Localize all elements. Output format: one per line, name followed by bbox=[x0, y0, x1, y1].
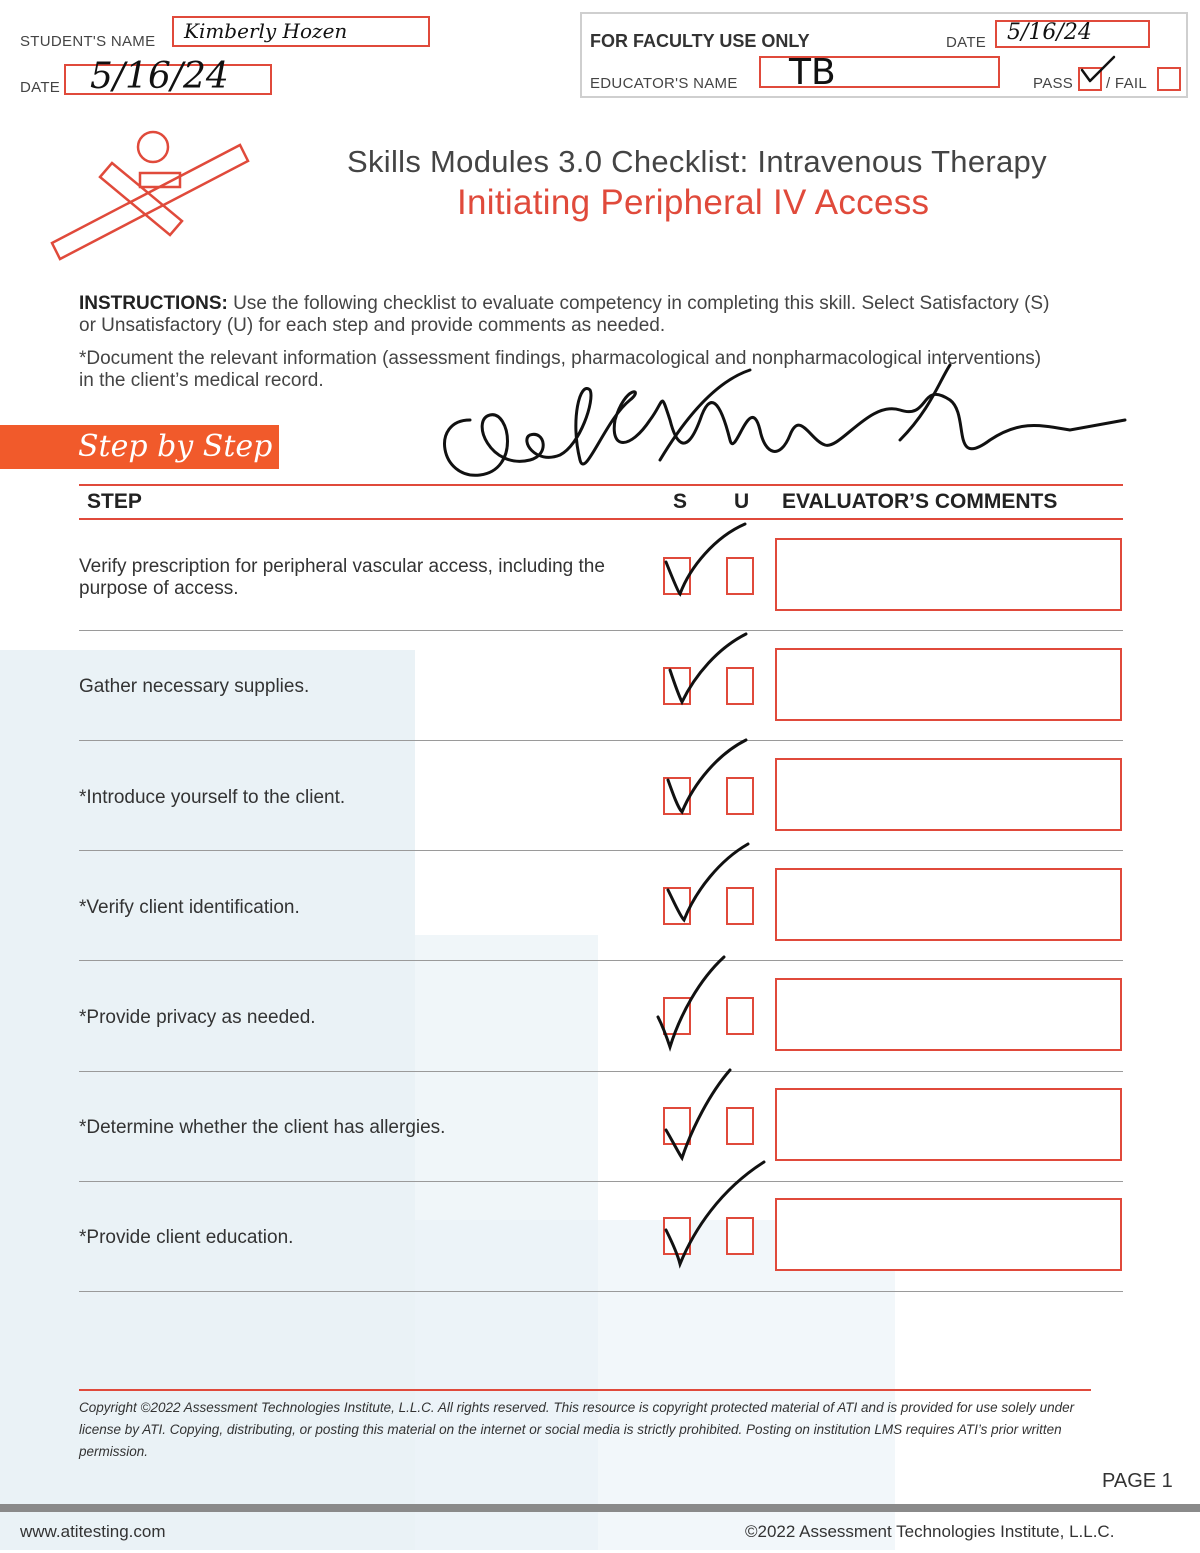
pass-label: PASS bbox=[1033, 75, 1074, 92]
unsatisfactory-checkbox[interactable] bbox=[726, 557, 754, 595]
copyright-notice: Copyright ©2022 Assessment Technologies Institute, L.L.C. All rights reserved. This resource is copyright protected material of ATI and is provided for use solely under license by ATI. Copying, distributing, or posting this material on the internet or social media is strictly prohibited. Posting on institution LMS requires ATI’s prior written permission. bbox=[79, 1400, 1075, 1459]
comment-box[interactable] bbox=[775, 978, 1122, 1051]
unsatisfactory-checkbox[interactable] bbox=[726, 997, 754, 1035]
comment-box[interactable] bbox=[775, 538, 1122, 611]
student-name-value: Kimberly Hozen bbox=[184, 19, 348, 43]
student-date-field[interactable] bbox=[64, 56, 272, 97]
faculty-date-label: DATE bbox=[946, 34, 987, 51]
step-text: Gather necessary supplies. bbox=[79, 676, 310, 697]
educator-name-field[interactable] bbox=[759, 52, 1000, 93]
step-text: *Provide client education. bbox=[79, 1227, 294, 1248]
faculty-date-field[interactable] bbox=[995, 20, 1150, 48]
instructions-note: *Document the relevant information (assessment findings, pharmacological and nonpharmacological interventions) in the client’s medical record. bbox=[79, 348, 1042, 391]
page-subtitle: Initiating Peripheral IV Access bbox=[457, 183, 930, 222]
row-divider bbox=[79, 740, 1123, 741]
instructions-label: INSTRUCTIONS: bbox=[79, 293, 228, 314]
footer-company: ©2022 Assessment Technologies Institute, L.L.C. bbox=[745, 1522, 1115, 1541]
comment-box[interactable] bbox=[775, 1198, 1122, 1271]
col-s-header: S bbox=[673, 490, 688, 513]
pass-checkbox[interactable] bbox=[1078, 67, 1102, 91]
table-header-bottom-rule bbox=[79, 518, 1123, 520]
row-divider bbox=[79, 850, 1123, 851]
fail-checkbox[interactable] bbox=[1157, 67, 1181, 91]
ati-logo-icon bbox=[50, 125, 250, 265]
col-step-header: STEP bbox=[87, 490, 142, 513]
faculty-title: FOR FACULTY USE ONLY bbox=[590, 31, 810, 51]
row-divider bbox=[79, 1181, 1123, 1182]
row-divider bbox=[79, 1291, 1123, 1292]
copyright-rule bbox=[79, 1389, 1091, 1391]
comment-box[interactable] bbox=[775, 648, 1122, 721]
unsatisfactory-checkbox[interactable] bbox=[726, 1217, 754, 1255]
table-header-top-rule bbox=[79, 484, 1123, 486]
unsatisfactory-checkbox[interactable] bbox=[726, 777, 754, 815]
row-divider bbox=[79, 1071, 1123, 1072]
page-title: Skills Modules 3.0 Checklist: Intravenous Therapy bbox=[347, 144, 1047, 179]
student-name-label: STUDENT'S NAME bbox=[20, 33, 156, 50]
fail-label: / FAIL bbox=[1106, 75, 1147, 92]
step-text: *Determine whether the client has allergies. bbox=[79, 1117, 446, 1138]
background-panel bbox=[0, 1220, 895, 1550]
page-number: PAGE 1 bbox=[1102, 1470, 1173, 1492]
unsatisfactory-checkbox[interactable] bbox=[726, 887, 754, 925]
section-banner bbox=[0, 425, 279, 469]
row-divider bbox=[79, 960, 1123, 961]
step-text: *Verify client identification. bbox=[79, 897, 300, 918]
instructions bbox=[79, 293, 1059, 337]
comment-box[interactable] bbox=[775, 1088, 1122, 1161]
section-banner-label: Step by Step bbox=[78, 429, 273, 464]
faculty-date-value: 5/16/24 bbox=[1007, 20, 1092, 45]
unsatisfactory-checkbox[interactable] bbox=[726, 667, 754, 705]
footer-bar bbox=[0, 1504, 1200, 1512]
step-text: *Provide privacy as needed. bbox=[79, 1007, 316, 1028]
student-date-label: DATE bbox=[20, 79, 61, 96]
unsatisfactory-checkbox[interactable] bbox=[726, 1107, 754, 1145]
signature bbox=[430, 360, 1130, 500]
comment-box[interactable] bbox=[775, 868, 1122, 941]
educator-name-value: TB bbox=[789, 52, 836, 93]
col-u-header: U bbox=[734, 490, 750, 513]
step-text: Verify prescription for peripheral vascular access, including the purpose of access. bbox=[79, 556, 605, 599]
step-text: *Introduce yourself to the client. bbox=[79, 787, 346, 808]
educator-name-label: EDUCATOR'S NAME bbox=[590, 75, 738, 92]
col-comments-header: EVALUATOR’S COMMENTS bbox=[782, 490, 1058, 513]
student-date-value: 5/16/24 bbox=[90, 56, 229, 97]
row-divider bbox=[79, 630, 1123, 631]
student-name-field[interactable] bbox=[172, 16, 430, 47]
footer-website-link[interactable]: www.atitesting.com bbox=[20, 1522, 166, 1541]
comment-box[interactable] bbox=[775, 758, 1122, 831]
instructions-text: Use the following checklist to evaluate competency in completing this skill. Select Satisfactory (S) or Unsatisfactory (U) for each step and provide comments as needed. bbox=[79, 293, 1050, 336]
